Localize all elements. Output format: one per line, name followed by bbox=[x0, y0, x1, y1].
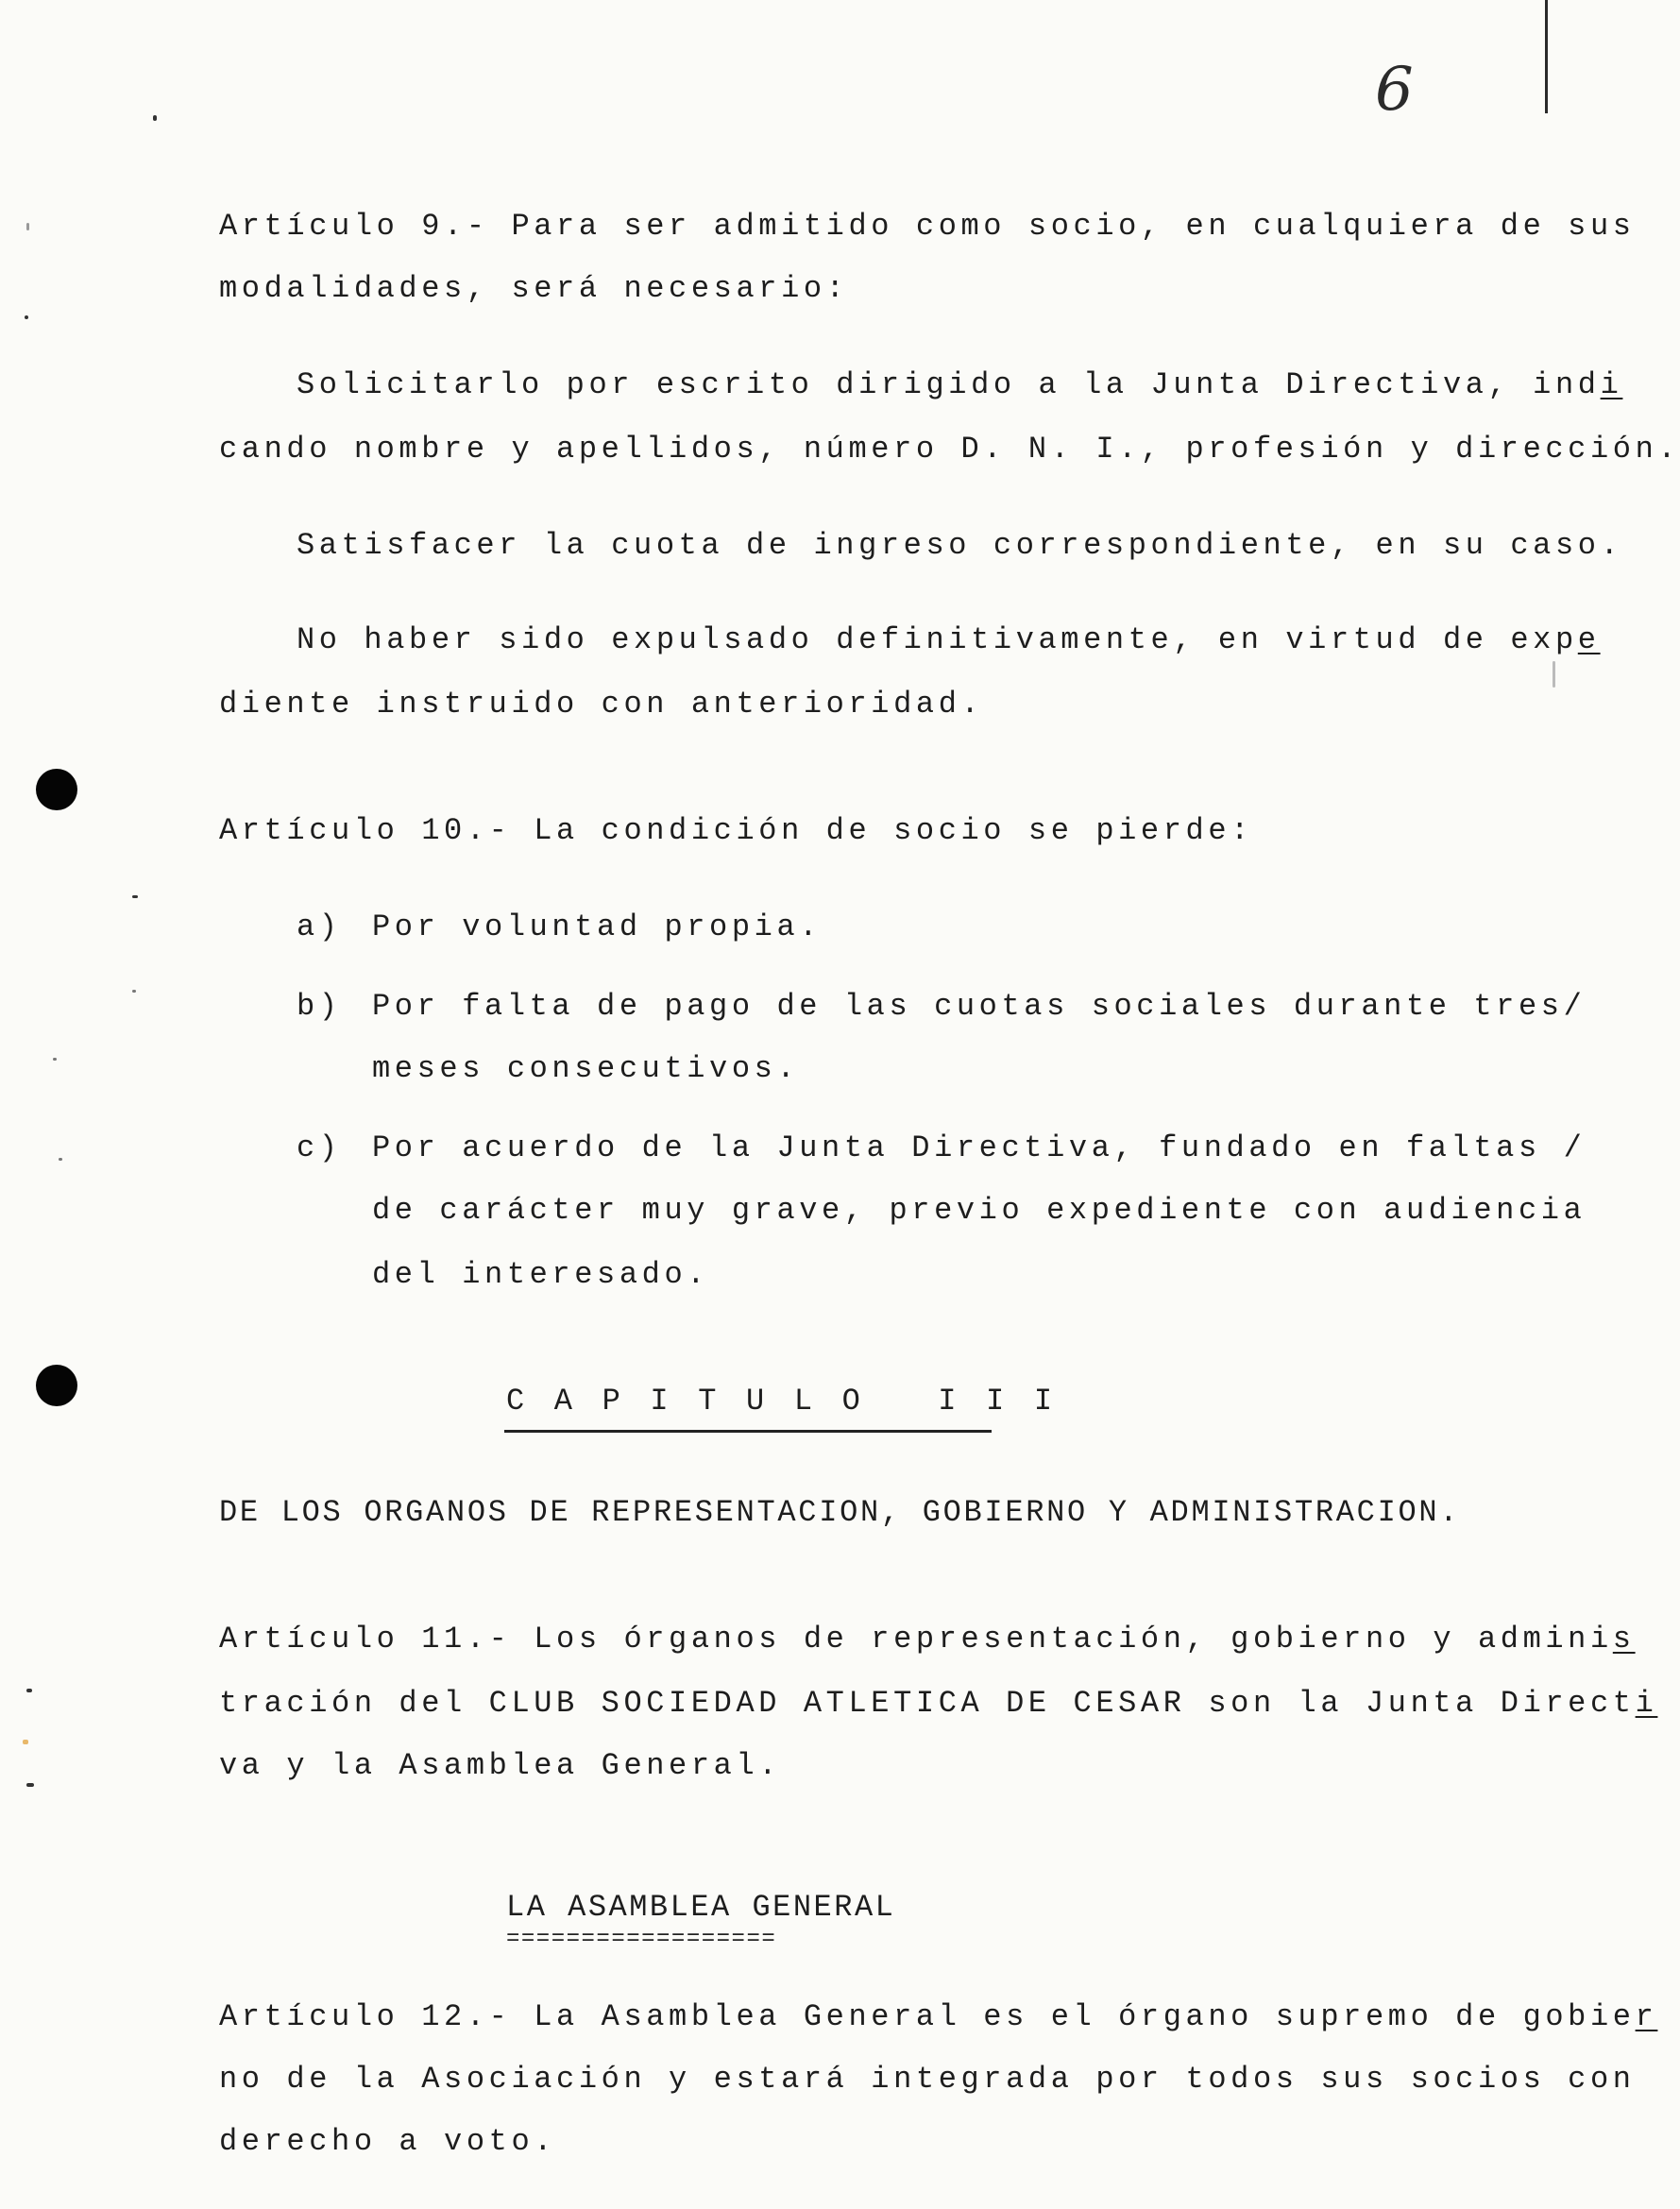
speck-mark bbox=[132, 990, 136, 993]
art12-line-1-text: Artículo 12.- La Asamblea General es el órgano supremo de gobie bbox=[219, 1999, 1636, 2034]
art10-item-c-marker: c) bbox=[297, 1130, 342, 1165]
art12-line-1 bbox=[219, 1999, 1658, 2034]
speck-mark bbox=[26, 1689, 32, 1692]
art9-req2: Satisfacer la cuota de ingreso correspondiente, en su caso. bbox=[297, 528, 1623, 563]
art11-line-1-text: Artículo 11.- Los órganos de representación, gobierno y admini bbox=[219, 1622, 1613, 1657]
art10-item-c-line-1: Por acuerdo de la Junta Directiva, fundado en faltas / bbox=[372, 1130, 1587, 1165]
hyphen-underline-char: i bbox=[1600, 367, 1623, 402]
hyphen-underline-char: s bbox=[1612, 1622, 1636, 1657]
art9-line-2: modalidades, será necesario: bbox=[219, 271, 849, 306]
art10-heading: Artículo 10.- La condición de socio se pierde: bbox=[219, 813, 1253, 848]
section-title: LA ASAMBLEA GENERAL bbox=[506, 1890, 896, 1925]
hyphen-underline-char: e bbox=[1577, 622, 1601, 657]
speck-mark bbox=[26, 1783, 34, 1787]
hyphen-underline-char: r bbox=[1635, 1999, 1658, 2034]
art9-req3-line-1 bbox=[297, 622, 1601, 657]
punch-hole-bottom bbox=[36, 1365, 77, 1406]
art9-line-1: Artículo 9.- Para ser admitido como socio, en cualquiera de sus bbox=[219, 209, 1636, 244]
art10-item-c-line-2: de carácter muy grave, previo expediente con audiencia bbox=[372, 1193, 1587, 1228]
art10-item-a-text: Por voluntad propia. bbox=[372, 909, 823, 944]
art11-line-3: va y la Asamblea General. bbox=[219, 1748, 782, 1783]
art12-line-2: no de la Asociación y estará integrada por todos sus socios con bbox=[219, 2062, 1636, 2097]
speck-mark bbox=[153, 115, 157, 121]
art10-item-b-line-1: Por falta de pago de las cuotas sociales durante tres/ bbox=[372, 989, 1587, 1024]
art9-req1-line-2: cando nombre y apellidos, número D. N. I., profesión y dirección. bbox=[219, 432, 1680, 467]
speck-mark bbox=[53, 1058, 57, 1061]
speck-mark bbox=[26, 223, 29, 230]
art11-line-1 bbox=[219, 1624, 1636, 1655]
art11-line-2 bbox=[219, 1686, 1658, 1721]
chapter-title-underline bbox=[504, 1430, 992, 1433]
art12-line-3: derecho a voto. bbox=[219, 2124, 557, 2159]
art11-line-2-text: tración del CLUB SOCIEDAD ATLETICA DE CESAR son la Junta Direct bbox=[219, 1686, 1636, 1721]
art9-req1-line-1 bbox=[297, 367, 1623, 402]
page-number: 6 bbox=[1375, 55, 1414, 125]
punch-hole-top bbox=[36, 769, 77, 810]
speck-mark bbox=[23, 1740, 28, 1744]
page-edge-line bbox=[1545, 0, 1548, 113]
chapter-subtitle: DE LOS ORGANOS DE REPRESENTACION, GOBIERNO Y ADMINISTRACION. bbox=[219, 1495, 1461, 1530]
art10-item-b-line-2: meses consecutivos. bbox=[372, 1051, 800, 1086]
art9-req1-text: Solicitarlo por escrito dirigido a la Junta Directiva, ind bbox=[297, 367, 1601, 402]
art9-req3-line-2: diente instruido con anterioridad. bbox=[219, 687, 984, 722]
speck-mark bbox=[25, 315, 28, 319]
hyphen-underline-char: i bbox=[1635, 1686, 1658, 1721]
art9-req3-text: No haber sido expulsado definitivamente, en virtud de exp bbox=[297, 622, 1578, 657]
art10-item-b-marker: b) bbox=[297, 989, 342, 1024]
chapter-title: C A P I T U L O I I I bbox=[506, 1384, 1059, 1419]
speck-mark bbox=[1553, 661, 1555, 688]
art10-item-a-marker: a) bbox=[297, 909, 342, 944]
speck-mark bbox=[132, 895, 138, 898]
speck-mark bbox=[59, 1158, 62, 1161]
section-title-double-underline: ================== bbox=[506, 1927, 777, 1952]
art10-item-c-line-3: del interesado. bbox=[372, 1257, 710, 1292]
